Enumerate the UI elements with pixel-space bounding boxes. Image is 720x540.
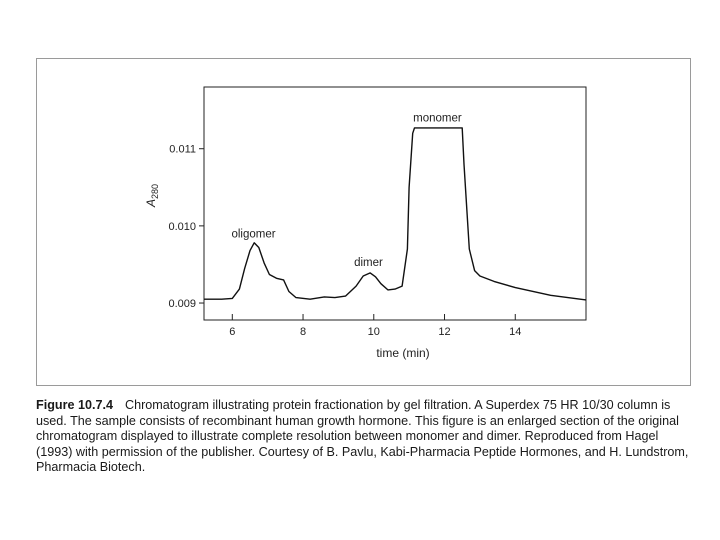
y-tick-label: 0.011 (169, 143, 196, 156)
chromatogram-trace (204, 128, 586, 300)
y-axis-label (144, 184, 160, 208)
peak-label-dimer: dimer (354, 256, 383, 269)
x-tick-label: 12 (438, 326, 451, 338)
y-axis-label-main: A (144, 199, 158, 208)
x-tick-label: 10 (367, 326, 380, 338)
y-tick-label: 0.009 (168, 298, 196, 311)
figure-caption (36, 398, 698, 476)
peak-label-monomer: monomer (413, 112, 462, 125)
x-axis-label: time (min) (376, 346, 430, 360)
y-tick-label: 0.010 (168, 220, 196, 233)
y-axis-label-subscript: 280 (150, 183, 160, 200)
plot-area (204, 87, 586, 320)
figure-label: Figure 10.7.4 (36, 398, 113, 412)
peak-label-oligomer: oligomer (231, 228, 276, 241)
x-tick-label: 14 (509, 326, 522, 338)
peak-annotations (231, 113, 461, 269)
x-tick-label: 8 (299, 326, 307, 338)
caption-text: Chromatogram illustrating protein fractionation by gel filtration. A Superdex 75 HR 10/30 column is used. The sample consists of recombinant human growth hormone. This figure is an enlarged section of the original chromatogram displayed to illustrate complete resolution between monomer and dimer. Reproduced from Hagel (1993) with permission of the publisher. Courtesy of B. Pavlu, Kabi-Pharmacia Peptide Hormones, and H. Lundstrom, Pharmacia Biotech. (36, 398, 689, 475)
x-tick-label: 6 (229, 326, 236, 338)
